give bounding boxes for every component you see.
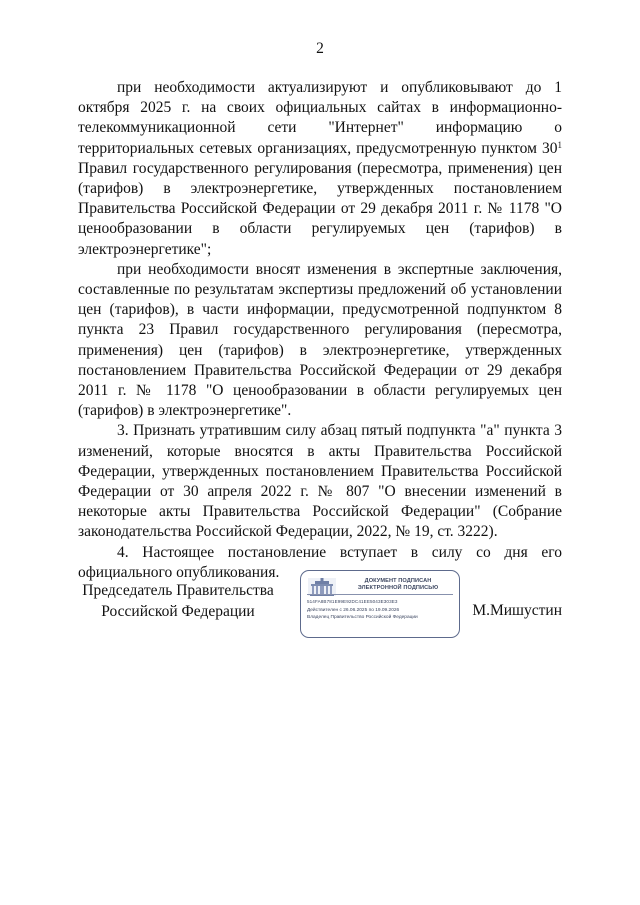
stamp-title-line-2: ЭЛЕКТРОННОЙ ПОДПИСЬЮ [357, 585, 439, 591]
signatory-name: М.Мишустин [472, 602, 562, 619]
paragraph-1-text-continued: Правил государственного регулирования (пересмотра, применения) цен (тарифов) в электроэнергетике, утвержденных постановлением Правительства Российской Федерации от 29 декабря 2011 г. № 1178 "О ценообразовании в области регулируемых цен (тарифов) в электроэнергетике"; [78, 159, 562, 258]
stamp-divider [307, 594, 453, 595]
stamp-title [337, 578, 459, 592]
stamp-validity-period: Действителен с 26.06.2025 по 19.09.2026 [307, 608, 400, 613]
paragraph-1-text: при необходимости актуализируют и опубликовывают до 1 октября 2025 г. на своих официальных сайтах в информационно-телекоммуникационной сети "Интернет" информацию о территориальных сетевых организациях, предусмотренную пунктом 30 [78, 79, 562, 157]
paragraph-3: 3. Признать утратившим силу абзац пятый подпункта "а" пункта 3 изменений, которые вносятся в акты Правительства Российской Федерации, утвержденных постановлением Правительства Российской Федерации от 30 апреля 2022 г. № 807 "О внесении изменений в некоторые акты Правительства Российской Федерации" (Собрание законодательства Российской Федерации, 2022, № 19, ст. 3222). [78, 422, 562, 541]
signatory-position-line-1: Председатель Правительства [82, 582, 274, 599]
paragraph-1 [78, 78, 562, 260]
stamp-title-line-1: ДОКУМЕНТ ПОДПИСАН [364, 578, 432, 584]
stamp-certificate-owner: Владелец Правительство Российской Федерации [307, 614, 418, 620]
superscript-1: 1 [557, 139, 562, 150]
electronic-signature-stamp [300, 570, 460, 638]
signatory-position [78, 581, 278, 622]
document-body [78, 78, 562, 583]
paragraph-4: 4. Настоящее постановление вступает в силу со дня его официального опубликования. [78, 543, 562, 581]
signatory-position-line-2: Российской Федерации [101, 602, 255, 620]
paragraph-2: при необходимости вносят изменения в экспертные заключения, составленные по результатам экспертизы предложений об установлении цен (тарифов), в части информации, предусмотренной подпунктом 8 пункта 23 Правил государственного регулирования (пересмотра, применения) цен (тарифов) в электроэнергетике, утвержденных постановлением Правительства Российской Федерации от 29 декабря 2011 г. № 1178 "О ценообразовании в области регулируемых цен (тарифов) в электроэнергетике". [78, 260, 562, 420]
stamp-certificate-serial: 514FA8B781E99E92DC41EE5043E303E3 [307, 599, 398, 604]
page-number: 2 [316, 40, 324, 57]
